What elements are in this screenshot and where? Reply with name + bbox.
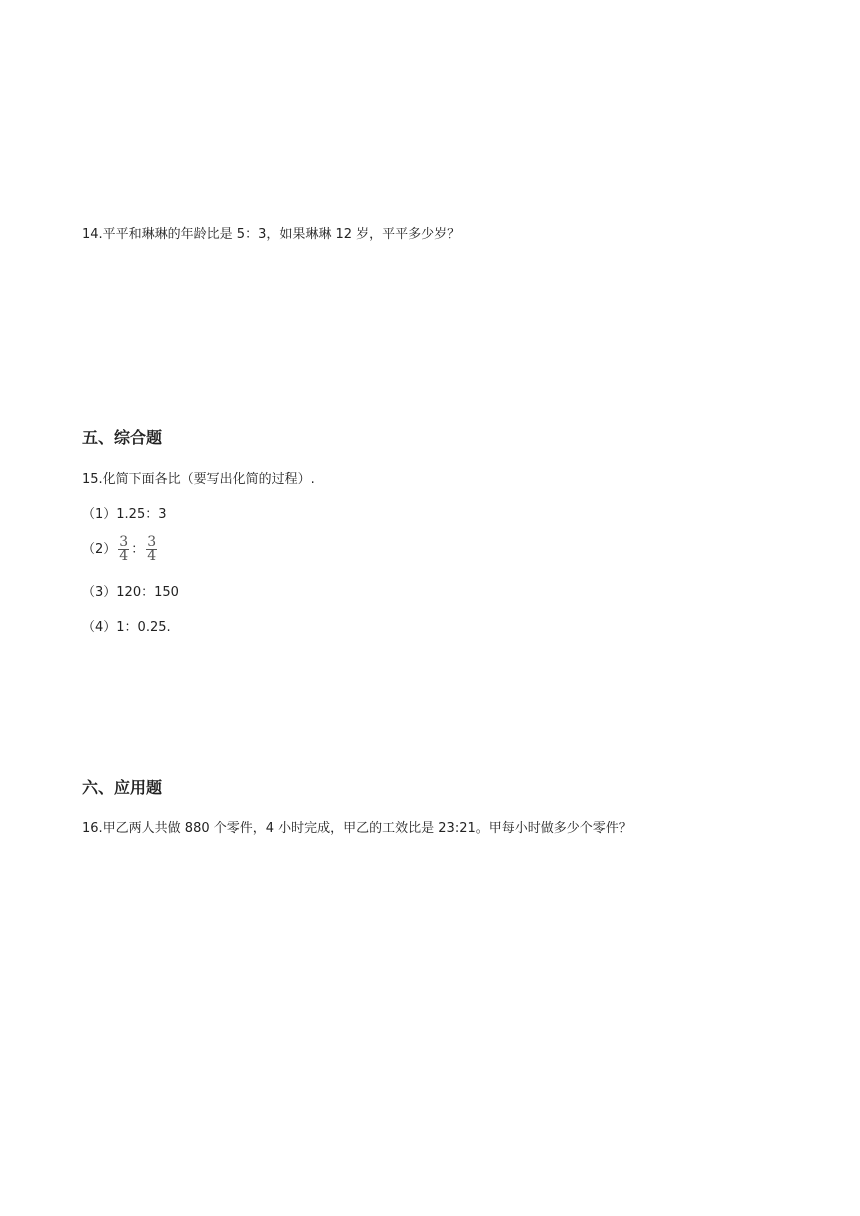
question-15-item-1: （1）1.25：3 [82, 507, 167, 522]
question-15-item-4: （4）1：0.25. [82, 620, 171, 635]
section-6-heading: 六、应用题 [82, 778, 163, 797]
item-2-separator: ： [131, 541, 145, 557]
fraction-2-denominator: 4 [147, 548, 157, 564]
section-5-heading: 五、综合题 [82, 428, 163, 447]
question-16: 16.甲乙两人共做 880 个零件，4 小时完成，甲乙的工效比是 23:21。甲每小时做多少个零件？ [82, 821, 632, 836]
question-15: 15.化简下面各比（要写出化简的过程）. [82, 472, 315, 487]
question-14: 14.平平和琳琳的年龄比是 5：3，如果琳琳 12 岁，平平多少岁？ [82, 227, 461, 242]
fraction-2 [146, 536, 157, 563]
item-2-prefix: （2） [82, 541, 117, 557]
fraction-1 [118, 536, 129, 563]
fraction-1-denominator: 4 [119, 548, 129, 564]
fraction-1-numerator: 3 [119, 534, 129, 550]
question-15-item-3: （3）120：150 [82, 585, 179, 600]
fraction-2-numerator: 3 [147, 534, 157, 550]
question-15-item-2 [82, 536, 159, 563]
